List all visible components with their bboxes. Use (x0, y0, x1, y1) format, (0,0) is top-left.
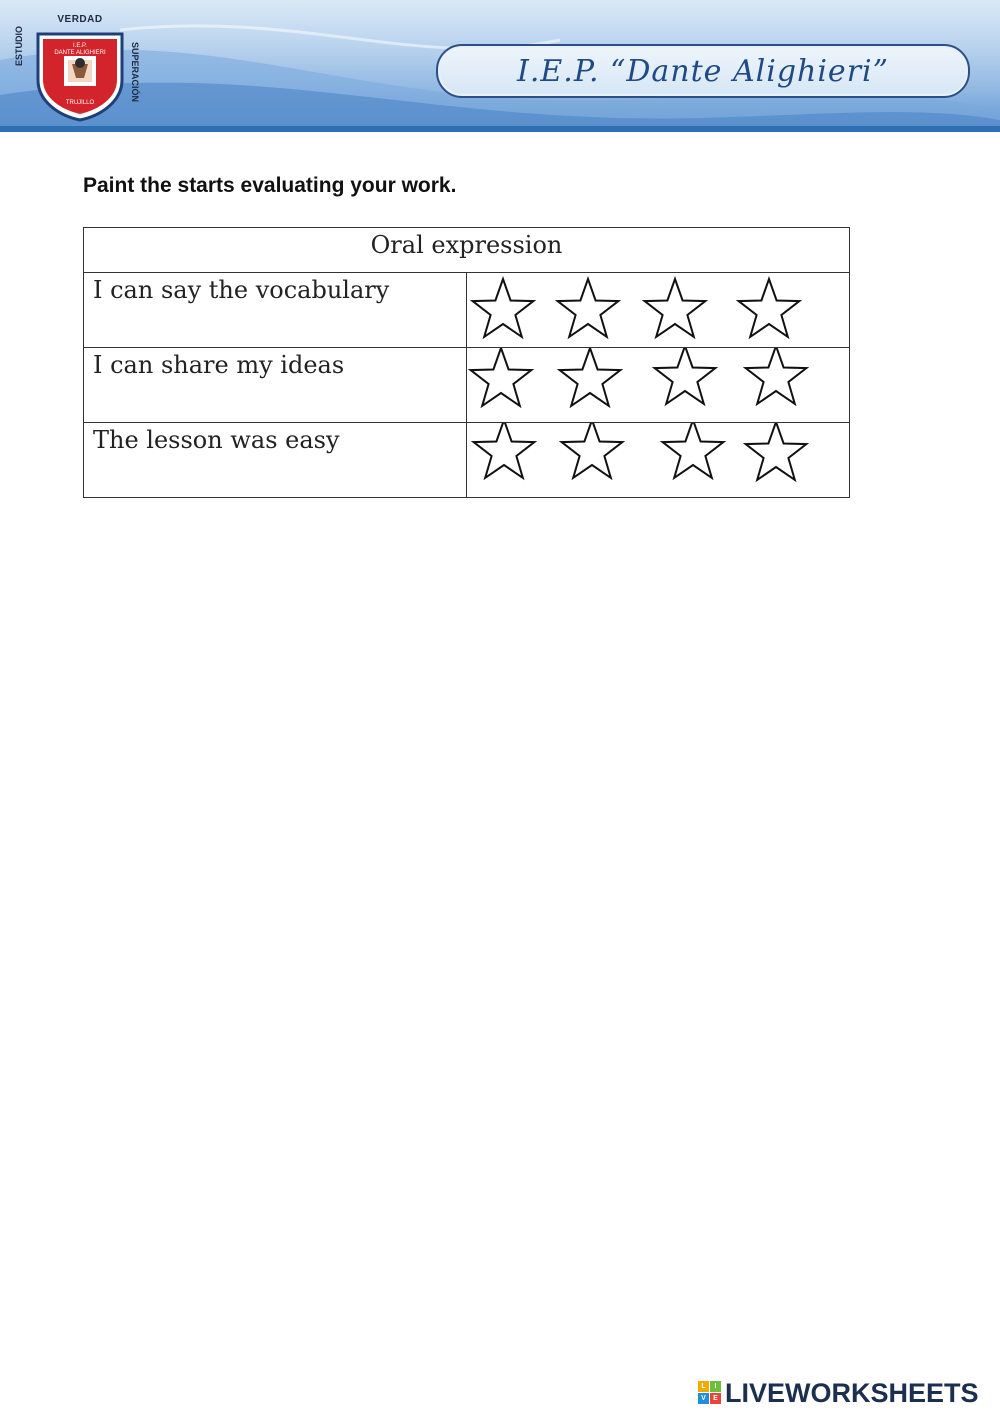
star-rating-row-2 (467, 348, 843, 422)
star-icon[interactable] (471, 348, 532, 406)
rating-stars-cell (467, 348, 850, 423)
row-label-cell (84, 423, 467, 498)
banner-bottom-rule (0, 126, 1000, 132)
row-label-cell (84, 273, 467, 348)
mark-letter: E (710, 1393, 721, 1404)
star-icon[interactable] (473, 279, 534, 337)
table-header-row (84, 228, 850, 273)
header-banner (0, 0, 1000, 132)
crest-bottom-word: TRUJILLO (65, 100, 95, 106)
instruction-text: Paint the starts evaluating your work. (83, 174, 457, 197)
table-row (84, 273, 850, 348)
liveworksheets-brand: LIVEWORKSHEETS (725, 1377, 979, 1408)
star-rating-row-1 (467, 273, 843, 347)
star-icon[interactable] (560, 348, 621, 406)
school-crest (10, 8, 150, 126)
table-header-cell (84, 228, 850, 273)
crest-left-word: ESTUDIO (14, 25, 24, 66)
evaluation-table (83, 227, 850, 498)
crest-inner-line-2: DANTE ALIGHIERI (54, 50, 106, 56)
table-row (84, 423, 850, 498)
star-icon[interactable] (562, 423, 623, 478)
rating-stars-cell (467, 423, 850, 498)
crest-inner-line-1: I.E.P. (73, 43, 87, 49)
star-icon[interactable] (645, 279, 706, 337)
crest-right-word: SUPERACIÓN (130, 42, 140, 103)
star-icon[interactable] (663, 423, 724, 478)
row-label: The lesson was easy (93, 426, 340, 454)
row-label: I can share my ideas (93, 351, 345, 379)
row-label: I can say the vocabulary (93, 276, 390, 304)
mark-letter: V (698, 1393, 709, 1404)
school-title: I.E.P. “Dante Alighieri” (517, 53, 889, 89)
rating-stars-cell (467, 273, 850, 348)
star-icon[interactable] (655, 348, 716, 404)
star-rating-row-3 (467, 423, 843, 497)
liveworksheets-logo (698, 1378, 979, 1408)
mark-letter: I (710, 1381, 721, 1392)
row-label-cell (84, 348, 467, 423)
mark-letter: L (698, 1381, 709, 1392)
star-icon[interactable] (558, 279, 619, 337)
school-title-banner (436, 44, 970, 98)
star-icon[interactable] (739, 279, 800, 337)
liveworksheets-mark-icon (698, 1381, 722, 1405)
star-icon[interactable] (474, 423, 535, 478)
table-row (84, 348, 850, 423)
crest-top-word: VERDAD (57, 14, 103, 25)
table-header-label: Oral expression (370, 231, 563, 259)
star-icon[interactable] (746, 423, 807, 480)
star-icon[interactable] (746, 348, 807, 404)
